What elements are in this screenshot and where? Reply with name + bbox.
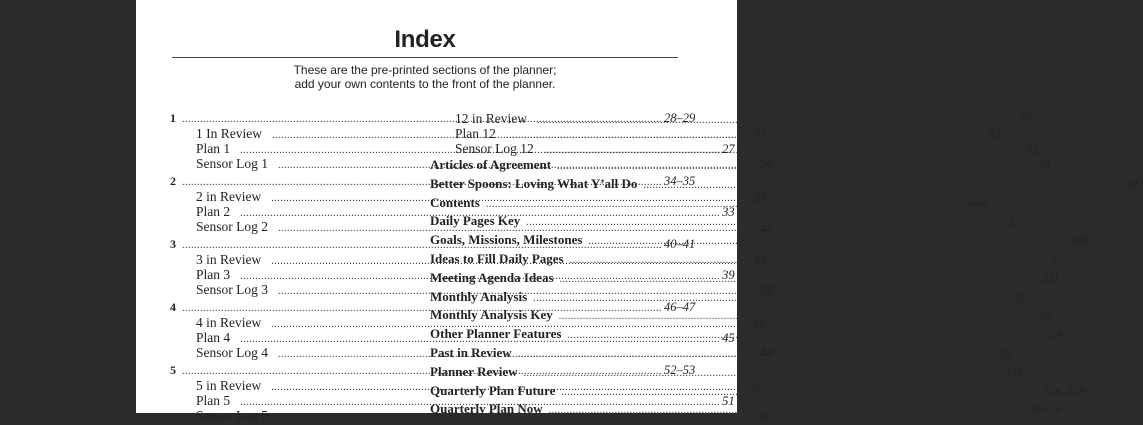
entry-page: 315 <box>1005 364 1024 379</box>
entry-label: 4 in Review <box>196 315 262 330</box>
entry-label: Goals, Missions, Milestones <box>430 232 583 248</box>
entry-label: 2 <box>170 174 176 188</box>
entry-page: 97 <box>1019 112 1032 126</box>
entry-page: 28–29 <box>664 111 696 125</box>
dot-leader <box>561 384 1041 403</box>
entry-page: 43 <box>753 253 766 267</box>
entry-page: v–vi <box>967 195 988 210</box>
entry-page: 2 <box>1051 251 1058 266</box>
entry-label: Plan 12 <box>455 126 496 141</box>
entry-page: 40–41 <box>664 237 696 251</box>
entry-page: 31 <box>753 127 767 141</box>
entry-label: Sensor Log 3 <box>196 282 268 297</box>
entry-page: 38 <box>760 283 773 297</box>
entry-label: Sensor Log 5 <box>196 408 268 423</box>
entry-label: 1 <box>170 111 176 125</box>
entry-label: Quarterly Plan Now <box>430 401 543 417</box>
dot-leader <box>486 196 966 215</box>
entry-page: 320 <box>1070 233 1089 248</box>
entry-page: 27 <box>722 142 735 156</box>
page-title: Index <box>394 26 456 53</box>
entry-label: Monthly Analysis Key <box>430 307 553 323</box>
index-entry[interactable] <box>170 204 735 219</box>
entry-label: Sensor Log 12 <box>455 141 534 156</box>
dot-leader <box>518 346 998 365</box>
entry-page: 46–47 <box>664 300 696 314</box>
entry-label: Plan 5 <box>196 393 231 408</box>
dot-leader <box>526 214 1006 233</box>
entry-label: 5 <box>170 363 176 377</box>
document-page <box>136 0 1143 423</box>
entry-label: Plan 3 <box>196 267 231 282</box>
entry-label: 5 in Review <box>196 378 262 393</box>
dot-leader <box>544 143 1024 158</box>
entry-page: 16–19 <box>1030 402 1061 417</box>
entry-page: 24 <box>1049 327 1062 342</box>
page-subtitle <box>136 63 714 91</box>
entry-label: Sensor Log 1 <box>196 156 268 171</box>
dot-leader <box>560 271 1040 290</box>
entry-label: Better Spoons: Loving What Y’all Do <box>430 175 638 191</box>
entry-page: 2 <box>1008 214 1015 229</box>
entry-label: Past in Review <box>430 344 512 360</box>
subtitle-line-1: These are the pre-printed sections of the planner; <box>293 63 557 77</box>
entry-label: Ideas to Fill Daily Pages <box>430 250 564 266</box>
entry-page: 14 <box>1039 158 1052 172</box>
entry-label: Daily Pages Key <box>430 213 521 229</box>
index-entry[interactable] <box>170 393 735 408</box>
entry-page: 25 <box>999 345 1012 360</box>
dot-leader <box>567 327 1047 346</box>
entry-page: 322 <box>1125 176 1143 191</box>
entry-page: 32 <box>760 220 773 234</box>
entry-label: Meeting Agenda Ideas <box>430 269 554 285</box>
entry-page: 22 <box>1040 308 1053 323</box>
dot-leader <box>506 128 986 143</box>
entry-label: 2 in Review <box>196 189 262 204</box>
entry-page: 52–53 <box>664 363 696 377</box>
entry-page: 20 <box>1015 289 1028 304</box>
entry-label: Quarterly Plan Future <box>430 382 556 398</box>
entry-label: Contents <box>430 194 480 210</box>
title-rule <box>172 57 678 58</box>
entry-page: 26 <box>760 157 773 171</box>
entry-page: 55 <box>753 379 766 393</box>
entry-label: Other Planner Features <box>430 326 562 342</box>
entry-page: 50 <box>760 409 773 423</box>
entry-label: Monthly Analysis <box>430 288 528 304</box>
entry-label: Articles of Agreement <box>430 157 552 172</box>
dot-leader <box>570 252 1050 271</box>
entry-page: 49 <box>753 316 766 330</box>
entry-page: 37 <box>753 190 766 204</box>
entry-page: 44 <box>760 346 773 360</box>
entry-page: 93 <box>987 127 1001 141</box>
entry-page: 316–319 <box>1043 383 1086 398</box>
entry-page: 33 <box>722 205 735 219</box>
entry-label: 1 In Review <box>196 126 262 141</box>
entry-page: 39 <box>722 268 735 282</box>
subtitle-line-2: add your own contents to the front of the planner. <box>294 77 556 91</box>
entry-page: 321 <box>1041 270 1060 285</box>
dot-leader <box>588 233 1068 252</box>
entry-page: 51 <box>722 394 735 408</box>
entry-label: 4 <box>170 300 176 314</box>
dot-leader <box>537 113 1017 128</box>
entry-label: Sensor Log 2 <box>196 219 268 234</box>
entry-label: Plan 1 <box>196 141 231 156</box>
entry-label: 3 in Review <box>196 252 262 267</box>
entry-page: 45 <box>722 331 735 345</box>
entry-label: Sensor Log 4 <box>196 345 268 360</box>
entry-label: 12 in Review <box>455 111 527 126</box>
entry-label: 3 <box>170 237 176 251</box>
entry-label: Plan 4 <box>196 330 231 345</box>
entry-page: 92 <box>1025 142 1039 156</box>
dot-leader <box>643 177 1123 196</box>
dot-leader <box>549 402 1029 421</box>
entry-page: 34–35 <box>664 174 696 188</box>
entry-label: Planner Review <box>430 363 518 379</box>
dot-leader <box>559 308 1039 327</box>
dot-leader <box>524 365 1004 384</box>
dot-leader <box>533 290 1013 309</box>
entry-label: Plan 2 <box>196 204 231 219</box>
